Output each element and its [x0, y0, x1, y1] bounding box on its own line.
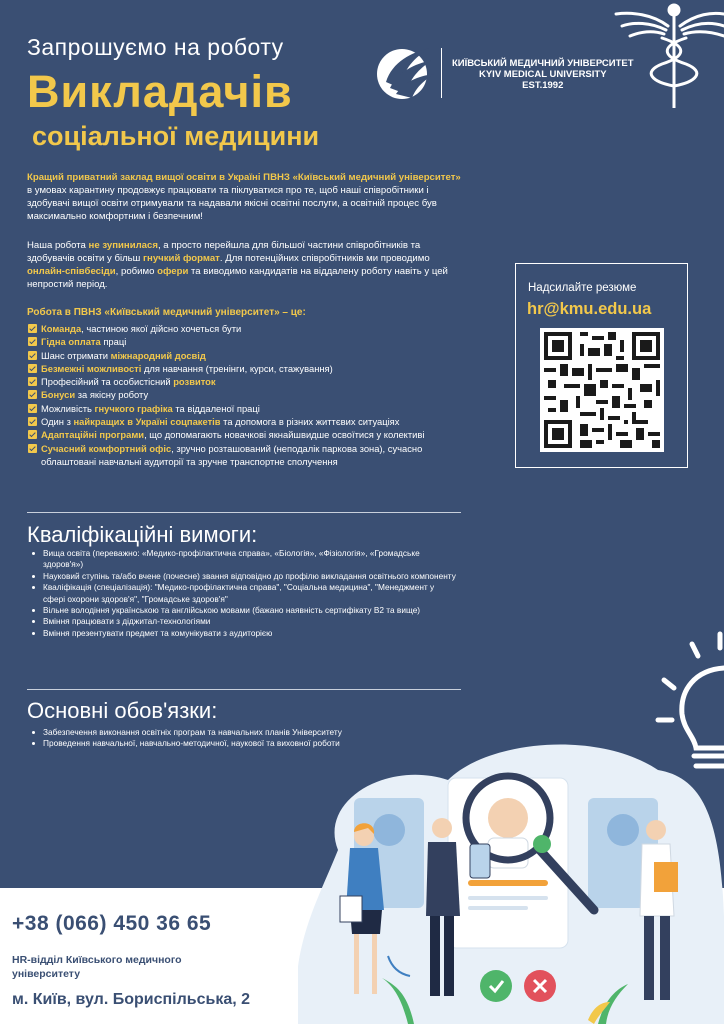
benefit-item: [27, 335, 467, 348]
logo-separator: [441, 48, 442, 98]
benefit-text: та віддаленої праці: [172, 402, 260, 414]
caduceus-icon: [612, 0, 724, 108]
benefit-text: праці: [100, 336, 127, 348]
benefit-text: Можливість: [41, 402, 95, 414]
requirement-item: Вміння презентувати предмет та комунікувати з аудиторією: [27, 628, 457, 639]
intro-text: , а просто перейшла для більшої частини співробітників та здобувачів освіти у більш: [27, 240, 421, 264]
benefit-highlight: розвиток: [173, 376, 216, 388]
requirement-item: Вища освіта (переважно: «Медико-профілактична справа», «Біологія», «Фізіологія», «Громадське здоров'я»): [27, 548, 457, 571]
duty-item: Забезпечення виконання освітніх програм та навчальних планів Університету: [27, 727, 457, 738]
email-link[interactable]: hr@kmu.edu.ua: [527, 300, 652, 318]
benefit-item: [27, 349, 467, 362]
benefits-list: [27, 322, 467, 468]
benefit-highlight: Адаптаційні програми: [41, 429, 145, 441]
address-label: м. Київ, вул. Бориспільська, 2: [12, 991, 251, 1008]
benefit-text: Професійний та особистісний: [41, 376, 174, 388]
checkmark-icon: [28, 404, 37, 413]
benefit-highlight: Бонуси: [41, 389, 76, 401]
intro-paragraph-2: [27, 239, 467, 291]
requirement-item: Вміння працювати з діджитал-технологіями: [27, 616, 457, 627]
intro-highlight: офери: [157, 266, 189, 277]
university-name-en: KYIV MEDICAL UNIVERSITY: [478, 69, 607, 80]
intro-text: , робимо: [115, 266, 158, 277]
intro-text: та виводимо кандидатів на віддалену роботу навіть у цей непростий період.: [27, 266, 448, 290]
intro-highlight: онлайн-співбесіди: [27, 266, 116, 277]
benefit-text: для навчання (тренінги, курси, стажування): [141, 362, 333, 374]
university-name: [452, 58, 634, 91]
intro-highlight: не зупинилася: [88, 240, 158, 251]
section-divider: [27, 689, 461, 690]
benefit-item: [27, 375, 467, 388]
benefit-highlight: Безмежні можливості: [41, 362, 142, 374]
benefit-text: , частиною якої дійсно хочеться бути: [81, 323, 242, 334]
checkmark-icon: [28, 444, 37, 453]
checkmark-icon: [28, 377, 37, 386]
benefit-item: [27, 322, 467, 335]
intro-text: Наша робота: [27, 240, 89, 251]
qr-code-icon[interactable]: [540, 328, 664, 452]
benefit-item: [27, 428, 467, 441]
invite-heading: Запрошуємо на роботу: [27, 34, 284, 60]
requirement-item: Науковий ступінь та/або вчене (почесне) звання відповідно до профілю викладання освітнього компоненту: [27, 571, 457, 582]
established-year: EST.1992: [522, 80, 564, 91]
duties-heading: Основні обов'язки:: [27, 698, 218, 723]
send-resume-label: Надсилайте резюме: [528, 282, 637, 294]
university-name-ua: КИЇВСЬКИЙ МЕДИЧНИЙ УНІВЕРСИТЕТ: [452, 58, 634, 69]
checkmark-icon: [28, 430, 37, 439]
benefit-highlight: гнучкого графіка: [94, 402, 173, 414]
intro-text: . Для потенційних співробітників ми проводимо: [219, 253, 430, 264]
benefit-text: , зручно розташований (неподалік паркова зона), сучасно облаштовані навчальні аудиторії та зручне транспортне сполучення: [41, 442, 423, 467]
phone-number[interactable]: +38 (066) 450 36 65: [12, 912, 212, 935]
benefit-highlight: Сучасний комфортний офіс: [41, 442, 172, 454]
benefit-text: , що допомагають новачкові якнайшвидше освоїтися у колективі: [144, 429, 425, 441]
requirement-item: Вільне володіння українською та англійською мовами (бажано наявність сертифікату В2 та вище): [27, 605, 457, 616]
benefit-text: та допомога в різних життєвих ситуаціях: [220, 416, 400, 428]
page-title: Викладачів: [27, 66, 293, 117]
intro-highlight: гнучкий формат: [143, 253, 220, 264]
intro-highlight: Кращий приватний заклад вищої освіти в Україні ПВНЗ «Київський медичний університет»: [27, 172, 461, 183]
benefit-highlight: найкращих в Україні соцпакетів: [73, 416, 221, 428]
benefit-item: [27, 388, 467, 401]
benefit-text: за якісну роботу: [75, 389, 149, 401]
checkmark-icon: [28, 337, 37, 346]
requirement-item: Кваліфікація (спеціалізація): "Медико-профілактична справа", "Соціальна медицина", "Менеджмент у сфері охорони здоров'я", "Громадське здоров'я": [27, 582, 457, 605]
benefit-highlight: Гідна оплата: [41, 336, 101, 348]
benefit-highlight: міжнародний досвід: [110, 349, 206, 361]
checkmark-icon: [28, 324, 37, 333]
benefit-item: [27, 402, 467, 415]
intro-text: в умовах карантину продовжує працювати та піклуватися про те, щоб наші співробітники і здобувачі вищої освіти отримували та надавали якісні освітні послуги, а освітній процес був максимально комфортним і безпечним!: [27, 185, 437, 222]
checkmark-icon: [28, 364, 37, 373]
checkmark-icon: [28, 351, 37, 360]
kmu-logo-icon: [374, 42, 436, 102]
requirements-heading: Кваліфікаційні вимоги:: [27, 522, 258, 547]
benefit-text: Шанс отримати: [41, 349, 111, 361]
checkmark-icon: [28, 417, 37, 426]
page-subtitle: соціальної медицини: [32, 121, 320, 151]
intro-paragraph-1: [27, 171, 467, 223]
recruitment-illustration-icon: [298, 720, 724, 1024]
benefit-item: [27, 415, 467, 428]
benefit-text: Один з: [41, 416, 74, 428]
hr-department-label: HR-відділ Київського медичного університету: [12, 954, 182, 980]
benefit-highlight: Команда: [41, 323, 82, 334]
benefit-item: [27, 362, 467, 375]
section-divider: [27, 512, 461, 513]
duty-item: Проведення навчальної, навчально-методичної, наукової та виховної роботи: [27, 738, 457, 749]
requirements-list: [27, 548, 457, 639]
benefits-heading: Робота в ПВНЗ «Київський медичний університет» – це:: [27, 307, 306, 318]
benefit-item: [27, 442, 467, 469]
checkmark-icon: [28, 390, 37, 399]
